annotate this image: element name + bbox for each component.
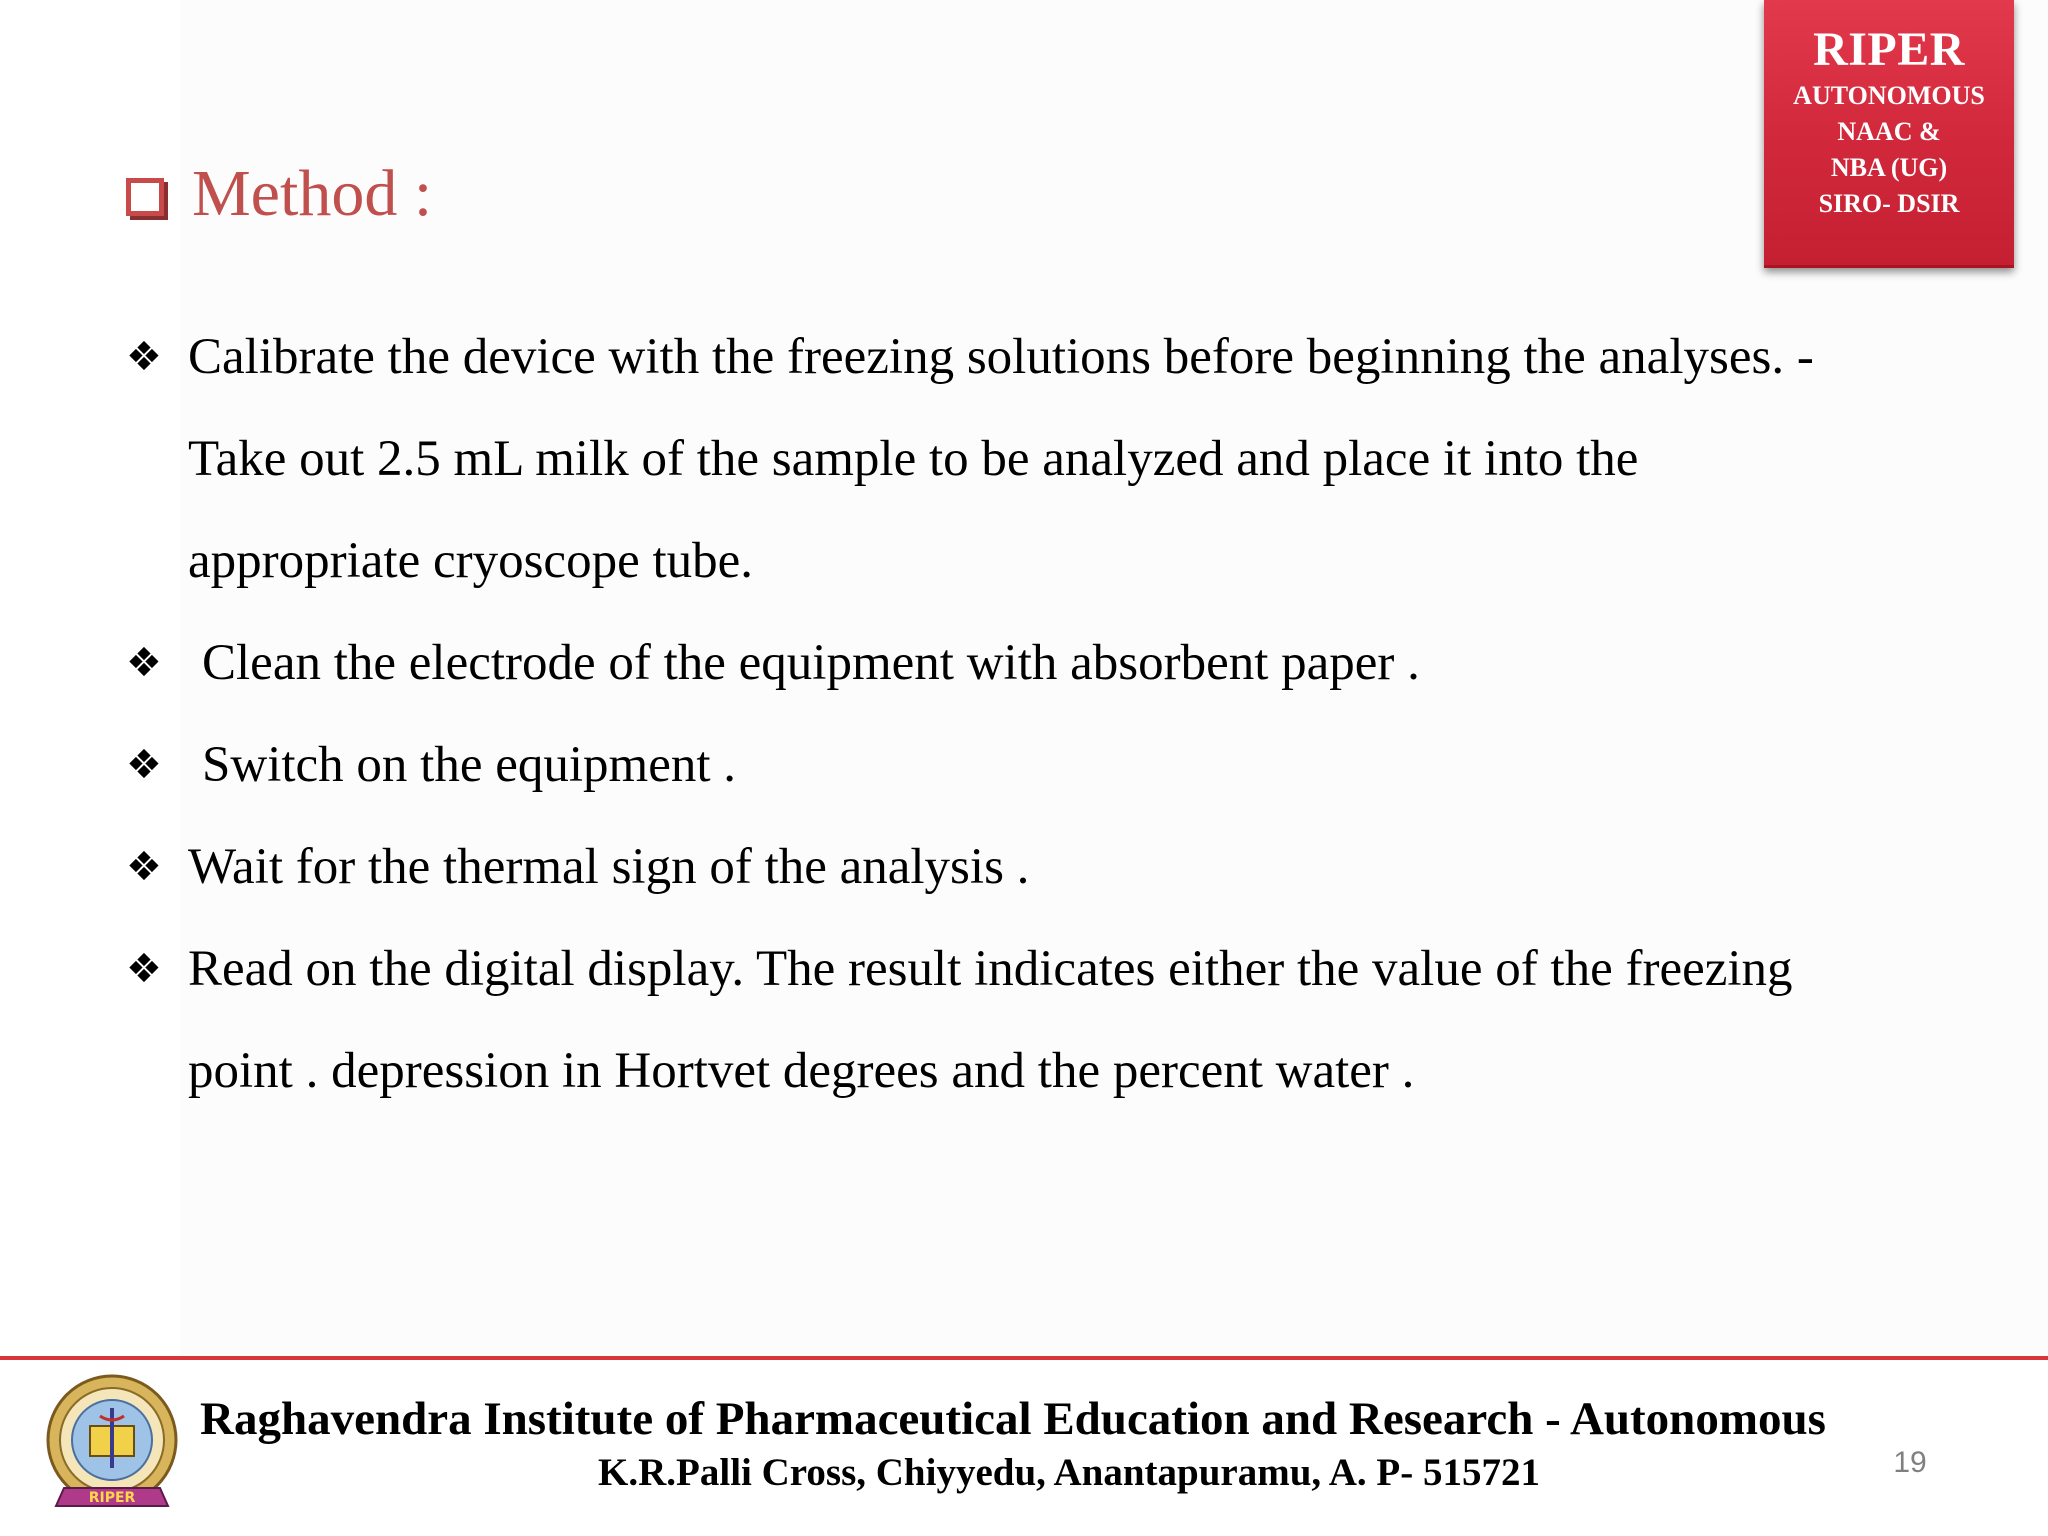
list-item-line: Take out 2.5 mL milk of the sample to be analyzed and place it into the: [188, 431, 1639, 487]
list-item: [126, 918, 2006, 1122]
method-steps-list: [126, 306, 2006, 1122]
footer-divider: [0, 1356, 2048, 1360]
list-item: [126, 612, 2006, 714]
diamond-bullet-icon: ❖: [126, 334, 162, 380]
list-item-line: Wait for the thermal sign of the analysis .: [188, 839, 1030, 895]
diamond-bullet-icon: ❖: [126, 946, 162, 992]
page-number: 19: [1893, 1446, 1927, 1479]
list-item-line: Read on the digital display. The result indicates either the value of the freezing: [188, 941, 1793, 997]
institute-name: Raghavendra Institute of Pharmaceutical Education and Research - Autonomous: [200, 1393, 1826, 1445]
list-item: [126, 714, 2006, 816]
svg-text:RIPER: RIPER: [88, 1490, 136, 1506]
list-item: [126, 816, 2006, 918]
list-item-line: Calibrate the device with the freezing solutions before beginning the analyses. -: [188, 329, 1814, 385]
badge-line: NAAC &: [1837, 117, 1941, 146]
heading-title: Method :: [192, 157, 433, 230]
list-item-line: point . depression in Hortvet degrees and the percent water .: [188, 1043, 1415, 1099]
diamond-bullet-icon: ❖: [126, 844, 162, 890]
institute-address: K.R.Palli Cross, Chiyyedu, Anantapuramu, A. P- 515721: [598, 1451, 1540, 1494]
checkbox-icon: [126, 178, 164, 216]
badge-line: SIRO- DSIR: [1818, 189, 1960, 218]
badge-title: RIPER: [1813, 23, 1965, 76]
diamond-bullet-icon: ❖: [126, 742, 162, 788]
accreditation-badge: [1764, 0, 2014, 268]
badge-line: AUTONOMOUS: [1793, 81, 1985, 110]
list-item-line: appropriate cryoscope tube.: [188, 533, 754, 589]
list-item: [126, 306, 2006, 612]
list-item-line: Switch on the equipment .: [202, 737, 737, 793]
diamond-bullet-icon: ❖: [126, 640, 162, 686]
badge-line: NBA (UG): [1830, 153, 1948, 182]
list-item-line: Clean the electrode of the equipment with absorbent paper .: [202, 635, 1420, 691]
slide-heading: [126, 154, 432, 234]
